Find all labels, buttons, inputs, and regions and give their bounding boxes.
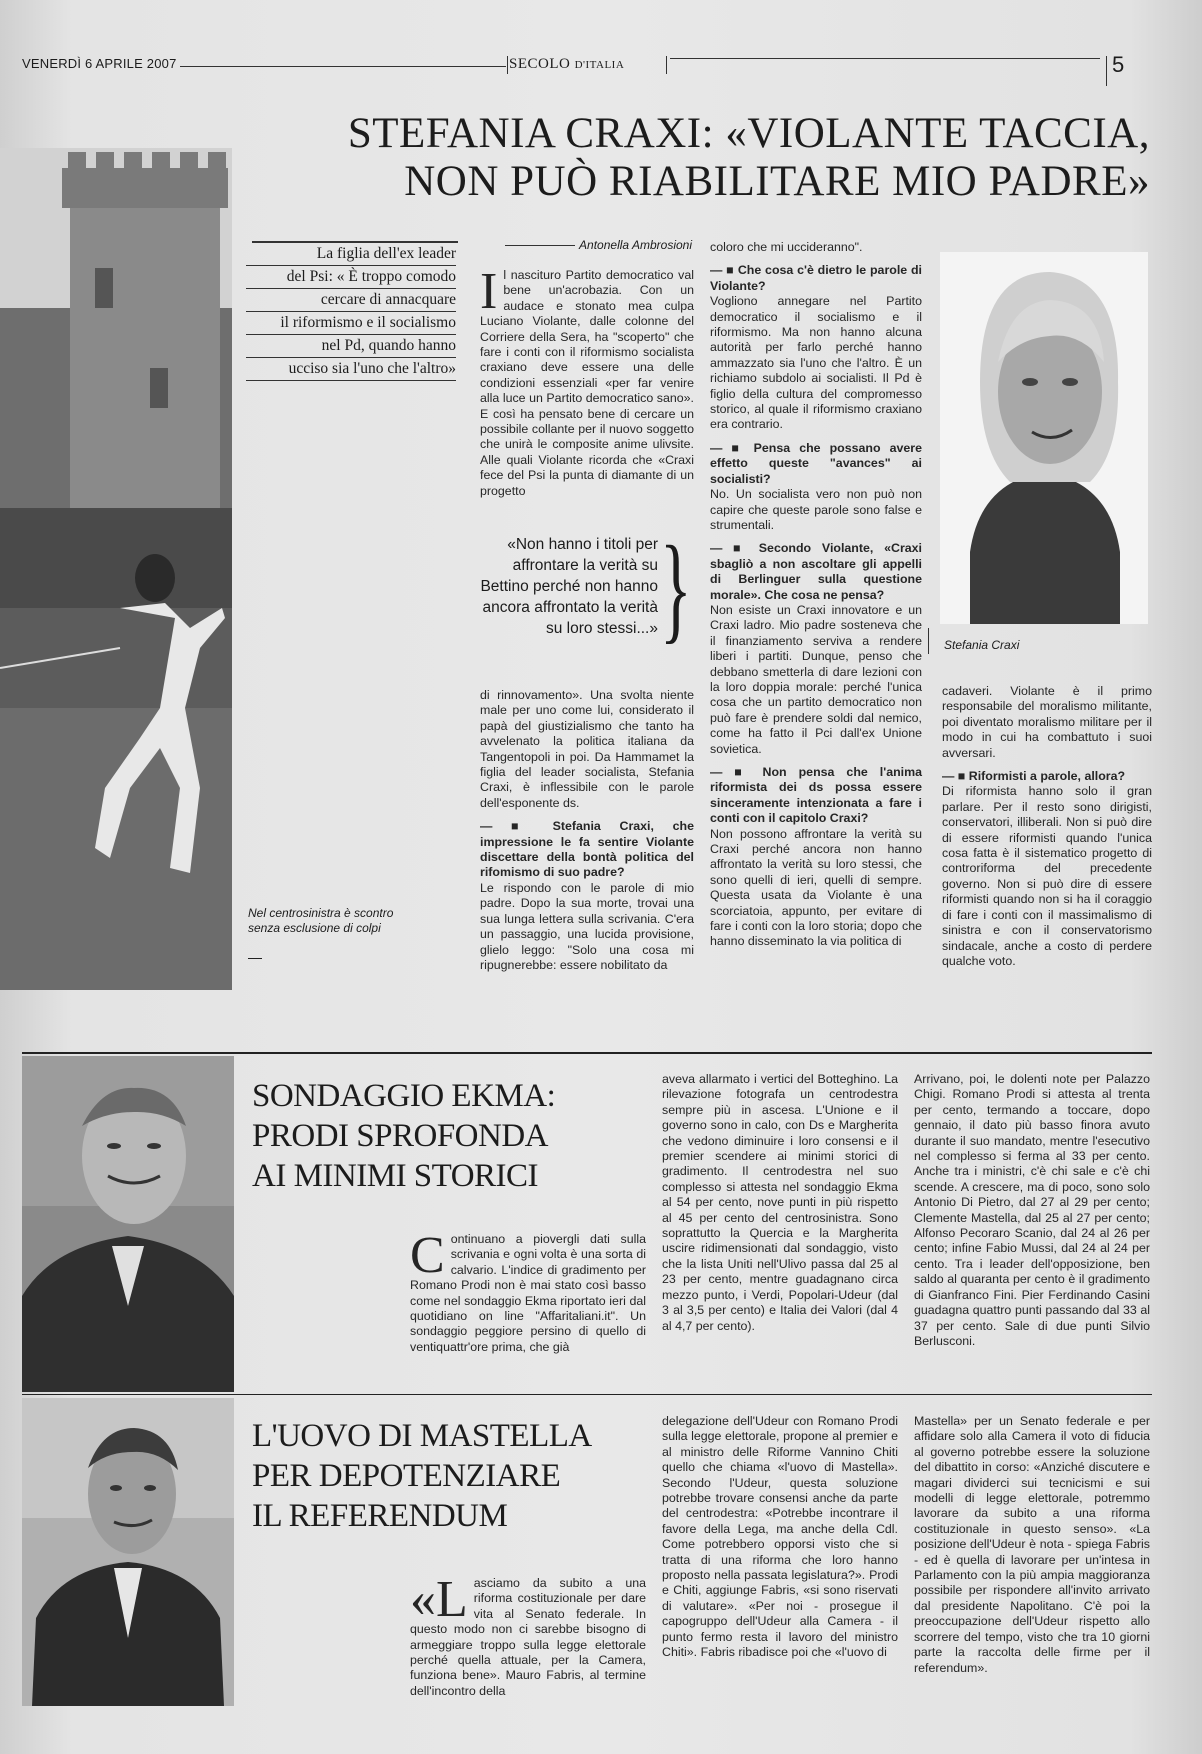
article1-column-1-top [480, 263, 694, 499]
subhead-line: del Psi: « È troppo comodo [246, 266, 456, 289]
headline-line: STEFANIA CRAXI: «VIOLANTE TACCIA, [347, 110, 1150, 157]
dropcap: I [480, 263, 498, 320]
subhead-line: La figlia dell'ex leader [246, 243, 456, 266]
interview-answer: No. Un socialista vero non può non capire che queste parole sono false e strumentali. [710, 487, 922, 532]
headline-line: SONDAGGIO EKMA: [252, 1078, 556, 1114]
masthead-divider [507, 56, 508, 74]
subhead-line: nel Pd, quando hanno [246, 335, 456, 358]
masthead-rule-left [180, 66, 506, 67]
subhead-line: cercare di annacquare [246, 289, 456, 312]
interview-answer: cadaveri. Violante è il primo responsabile del moralismo militante, poi diventato moralismo militare per il modo in cui ha combattuto i suoi avversari. [942, 684, 1152, 760]
photo-caption-fencer: Nel centrosinistra è scontro senza esclusione di colpi [248, 906, 394, 935]
brace-ornament: } [660, 521, 692, 654]
article1-subhead [246, 243, 456, 381]
fencer-photo [0, 148, 232, 990]
interview-question: — ■ Pensa che possano avere effetto queste "avances" ai socialisti? [710, 441, 922, 487]
article2-column-3 [914, 1072, 1150, 1349]
subhead-line: il riformismo e il socialismo [246, 312, 456, 335]
dropcap: «L [410, 1571, 468, 1628]
interview-answer: Vogliono annegare nel Partito democratico il socialismo e il riformismo. Ma non hanno alcuna autorità per farlo perché hanno ammazzato sia l'uno che l'altro. È un richiamo subdolo ai socialisti. Il Pd è figlio della cultura del compromesso storico, al quale il riformismo craxiano era contrario. [710, 294, 922, 432]
article1-byline: Antonella Ambrosioni [480, 238, 692, 252]
section-divider [22, 1052, 1152, 1054]
page-number-divider [1106, 56, 1107, 86]
paragraph: ontinuano a piovergli dati sulla scrivania e ogni volta è una sorta di calvario. L'indice di gradimento per Romano Prodi non è mai stato così basso come nel sondaggio Ekma riportato ieri dal quotidiano on line "Affaritaliani.it". Un sondaggio peggiore persino di quello di ventiquattr'ore prima, che già [410, 1232, 646, 1354]
page-number: 5 [1112, 52, 1125, 77]
masthead-rule-right [670, 58, 1100, 59]
paragraph: Arrivano, poi, le dolenti note per Palazzo Chigi. Romano Prodi si attesta al trenta per cento, termando a toccare, dopo gennaio, il dato più basso finora avuto durante il suo mandato, mentre l'esecutivo nel complesso si ferma al 33 per cento. Anche tra i ministri, c'è chi sale e c'è chi scende. A crescere, ma di poco, sono solo Antonio Di Pietro, dal 27 al 29 per cento; Clemente Mastella, dal 25 al 27 per cento; Alfonso Pecoraro Scanio, dal 24 al 26 per cento; infine Fabio Mussi, dal 24 al 24 per cento. Tra i leader dell'opposizione, ben saldo al quaranta per cento è il gradimento di Gianfranco Fini. Pier Ferdinando Casini guadagna quattro punti passando dal 33 al 37 per cento. Sale di due punti Silvio Berlusconi. [914, 1072, 1150, 1348]
prodi-photo [22, 1056, 234, 1392]
mastella-photo [22, 1398, 234, 1706]
section-divider [22, 1394, 1152, 1395]
headline-line: PER DEPOTENZIARE [252, 1458, 561, 1494]
article2-column-1 [410, 1227, 646, 1355]
article3-column-2 [662, 1414, 898, 1661]
issue-date: VENERDÌ 6 APRILE 2007 [22, 56, 177, 71]
article3-headline [252, 1416, 652, 1536]
caption-rule [928, 628, 929, 654]
article1-column-2 [710, 240, 922, 950]
article3-column-1 [410, 1571, 646, 1699]
article1-headline [270, 110, 1150, 206]
interview-question: — ■ Secondo Violante, «Craxi sbagliò a non ascoltare gli appelli di Berlinguer sulla questione morale». Che cosa ne pensa? [710, 541, 922, 603]
interview-question: — ■ Non pensa che l'anima riformista dei ds possa essere sinceramente intenzionata a fare i conti con il capitolo Craxi? [710, 765, 922, 827]
newspaper-name-main: SECOLO [509, 56, 571, 72]
pull-quote: «Non hanno i titoli per affrontare la verità su Bettino perché non hanno ancora affrontato la verità su loro stessi...» [480, 536, 658, 637]
headline-line: IL REFERENDUM [252, 1498, 508, 1534]
paragraph: l nascituro Partito democratico val bene un'acrobazia. Con un audace e stonato mea culpa Luciano Violante, dalle colonne del Corriere della Sera, ha "scoperto" che fare i conti con il riformismo socialista craxiano deve essere una delle condizioni essenziali «per far venire alla luce un Partito democratico sano». E così ha pensato bene di cercare un possibile collante per il nuovo soggetto che unirà le composite anime ulivsite. Alle quali Violante ricorda che «Craxi fece del Psi la punta di diamante di un progetto [480, 268, 694, 498]
article2-headline [252, 1076, 652, 1196]
interview-question: — ■ Che cosa c'è dietro le parole di Violante? [710, 263, 922, 294]
article3-column-3 [914, 1414, 1150, 1676]
headline-line: NON PUÒ RIABILITARE MIO PADRE» [404, 158, 1150, 205]
interview-answer: Non possono affrontare la verità su Craxi perché ancora non hanno affrontato la verità su loro stessi, che sono quelli di ieri, quelli di sempre. Questa usata da Violante è una scorciatoia, appunto, per evitare di fare i conti con la loro storia; dopo che hanno disseminato la via politica di [710, 826, 922, 949]
headline-line: L'UOVO DI MASTELLA [252, 1418, 592, 1454]
interview-answer: Di riformista hanno solo il gran parlare. Per il resto sono dirigisti, conservatori, illiberali. Non si può dire di essere riformisti quando l'unica cosa fatta è il sistematico progetto di controriforma del precedente governo. Non si può dire di essere riformisti quando non si ha il coraggio di fare i conti con il massimalismo di sinistra e con il conservatorismo sindacale, anche a costo di perdere qualche voto. [942, 784, 1152, 968]
headline-line: PRODI SPROFONDA [252, 1118, 548, 1154]
paragraph: aveva allarmato i vertici del Botteghino. La rilevazione fotografa un centrodestra sempre più in ascesa. L'Unione e il governo sono in calo, con Ds e Margherita che vedono diminuire i loro consensi e il premier scendere ai minimi storici di gradimento. Il centrodestra nel suo complesso si attesta nel sondaggio Ekma al 54 per cento, nove punti in più rispetto al 45 per cento del centrosinistra. Sono soprattutto la Quercia e la Margherita uscire ridimensionati dal sondaggio, visto che la lista Uniti nell'Ulivo passa dal 25 al 23 per cento, mentre guadagnano circa mezzo punto, i Verdi, Popolari-Udeur (dal 3 al 3,5 per cento) e Italia dei Valori (dal 4 al 4,7 per cento). [662, 1072, 898, 1333]
paragraph: asciamo da subito a una riforma costituzionale per dare vita al Senato federale. In questo modo non ci sarebbe bisogno di armeggiare troppo sulla legge elettorale perché quella attuale, per la Camera, funziona bene». Mauro Fabris, al termine dell'incontro della [410, 1576, 646, 1698]
paragraph: di rinnovamento». Una svolta niente male per uno come lui, considerato il papà del giustizialismo che tanto ha avvelenato la politica italiana da Tangentopoli in poi. Da Hammamet la figlia del leader socialista, Stefania Craxi, è inflessibile con le parole dell'esponente ds. [480, 688, 694, 810]
dropcap: C [410, 1227, 445, 1284]
article1-column-3 [942, 684, 1152, 969]
paragraph: coloro che mi uccideranno". [710, 240, 863, 254]
newspaper-name-suffix: D'ITALIA [574, 59, 625, 71]
headline-line: AI MINIMI STORICI [252, 1158, 539, 1194]
subhead-line: ucciso sia l'uno che l'altro» [246, 358, 456, 381]
interview-answer: Non esiste un Craxi innovatore e un Craxi ladro. Mio padre sosteneva che il finanziamento serviva a rendere liberi i partiti. Dunque, penso che debbano smetterla di dare lezioni con la loro doppia morale: perché l'unica cosa che un partito democratico non può fare è prendere soldi dal nemico, come ha fatto il Pci dall'ex Unione sovietica. [710, 602, 922, 756]
paragraph: delegazione dell'Udeur con Romano Prodi sulla legge elettorale, propone al premier e al ministro delle Riforme Vannino Chiti quello che chiama «l'uovo di Mastella». Secondo l'Udeur, questa soluzione potrebbe trovare consensi anche da parte del centrodestra: «Potrebbe incontrare il favore della Lega, ma anche della Cdl. Come potrebbero opporsi visto che si tratta di una riforma che loro hanno proposto nella passata legislatura?». Prodi e Chiti, aggiunge Fabris, «si sono riservati di valutare». «Per noi - prosegue il capogruppo dell'Udeur alla Camera - il punto fermo resta il lavoro del ministro Chiti». Fabris ribadisce poi che «l'uovo di [662, 1414, 898, 1660]
article1-column-1-bottom [480, 688, 694, 973]
article2-column-2 [662, 1072, 898, 1334]
photo-caption-craxi: Stefania Craxi [944, 638, 1020, 652]
stefania-craxi-photo [940, 252, 1148, 624]
paragraph: Mastella» per un Senato federale e per affidare solo alla Camera il voto di fiducia al governo potrebbe essere la soluzione del dibattito in corso: «Anziché discutere e magari dividerci sui tecnicismi e sui modelli di legge elettorale, potremmo lavorare da subito a una riforma costituzionale in questo senso». «La posizione dell'Udeur è nota - spiega Fabris - ed è quella di lavorare per un'intesa in Parlamento con la più ampia maggioranza possibile per rispondere all'invito arrivato dal presidente Napolitano. C'è poi la preoccupazione dell'Udeur rispetto allo scorrere del tempo, visto che tra 10 giorni parte la raccolta delle firme per il referendum». [914, 1414, 1150, 1675]
interview-question: — ■ Riformisti a parole, allora? [942, 769, 1152, 784]
caption-rule [248, 958, 262, 959]
interview-question: — ■ Stefania Craxi, che impressione le fa sentire Violante discettare della bontà politica del rifomismo di suo padre? [480, 819, 694, 881]
newspaper-name [509, 56, 624, 73]
interview-answer: Le rispondo con le parole di mio padre. Dopo la sua morte, trovai una sua lunga lettera sulla scrivania. C'era un passaggio, una lucida provisione, glielo leggo: "Solo una cosa mi ripugnerebbe: essere nobilitato da [480, 880, 694, 972]
masthead-divider [666, 56, 667, 74]
